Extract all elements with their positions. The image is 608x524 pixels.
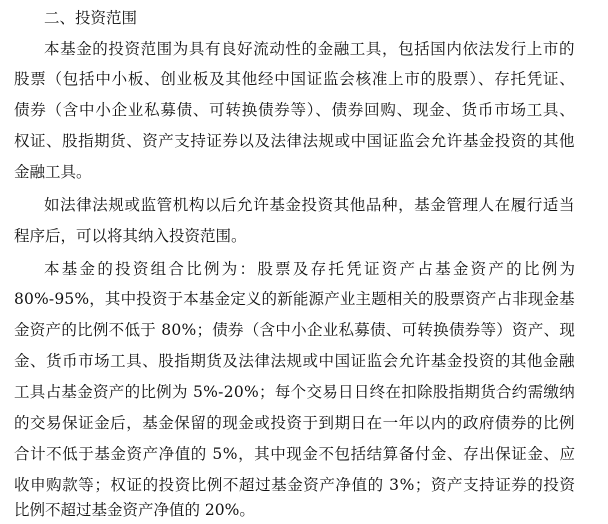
paragraph-3-line-4: 金、货币市场工具、股指期货及法律法规或中国证监会允许基金投资的其他金融	[14, 352, 576, 370]
paragraph-3-line-2: 80%-95%，其中投资于本基金定义的新能源产业主题相关的股票资产占非现金基	[14, 290, 575, 308]
paragraph-3-line-9: 比例不超过基金资产净值的 20%。	[14, 501, 255, 519]
paragraph-1-line-1: 本基金的投资范围为具有良好流动性的金融工具，包括国内依法发行上市的	[44, 40, 576, 58]
paragraph-3-line-8: 收申购款等；权证的投资比例不超过基金资产净值的 3%；资产支持证券的投资	[14, 476, 576, 494]
paragraph-1-line-5: 金融工具。	[14, 163, 92, 181]
section-heading: 二、投资范围	[44, 9, 138, 27]
paragraph-2-line-2: 程序后，可以将其纳入投资范围。	[14, 227, 247, 245]
paragraph-1-line-3: 债券（含中小企业私募债、可转换债券等）、债券回购、现金、货币市场工具、	[14, 101, 576, 119]
paragraph-3-line-1: 本基金的投资组合比例为：股票及存托凭证资产占基金资产的比例为	[44, 260, 578, 278]
paragraph-3-line-7: 合计不低于基金资产净值的 5%，其中现金不包括结算备付金、存出保证金、应	[14, 445, 576, 463]
paragraph-3-line-5: 工具占基金资产的比例为 5%-20%；每个交易日日终在扣除股指期货合约需缴纳	[14, 383, 575, 401]
paragraph-1-line-4: 权证、股指期货、资产支持证券以及法律法规或中国证监会允许基金投资的其他	[14, 132, 576, 150]
paragraph-2-line-1: 如法律法规或监管机构以后允许基金投资其他品种，基金管理人在履行适当	[44, 196, 576, 214]
paragraph-3-line-6: 的交易保证金后，基金保留的现金或投资于到期日在一年以内的政府债券的比例	[14, 414, 576, 432]
paragraph-1-line-2: 股票（包括中小板、创业板及其他经中国证监会核准上市的股票）、存托凭证、	[14, 70, 576, 88]
paragraph-3-line-3: 金资产的比例不低于 80%；债券（含中小企业私募债、可转换债券等）资产、现	[14, 321, 576, 339]
